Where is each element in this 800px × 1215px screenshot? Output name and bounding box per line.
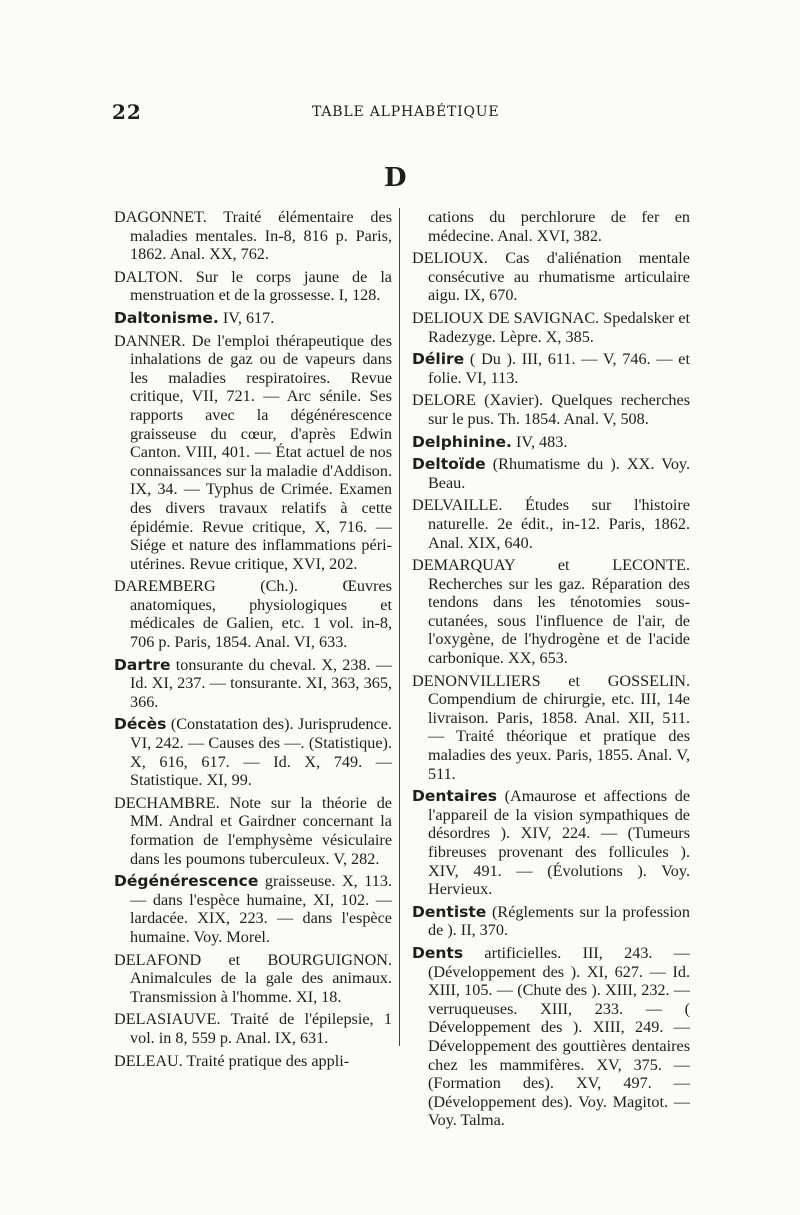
section-letter: D: [384, 163, 407, 193]
entry-heading: Deltoïde: [412, 455, 486, 474]
entry-text: (Constatation des). Jurisprudence. VI, 242. — Causes des —. (Statistique). X, 616, 617. — Id. X, 749. — Statistique. XI, 99.: [130, 715, 392, 790]
entry-heading: DALTON.: [114, 267, 183, 286]
index-entry: [114, 1010, 392, 1047]
column-divider: [399, 208, 400, 1046]
index-entry: [412, 208, 690, 245]
index-entry: [114, 1052, 392, 1071]
entry-text: Traité élémentaire des maladies mentales. In-8, 816 p. Paris, 1862. Anal. XX, 762.: [130, 208, 392, 264]
entry-heading: Delphinine.: [412, 432, 512, 451]
index-entry: [412, 672, 690, 784]
entry-heading: Dartre: [114, 655, 171, 674]
entry-text: ( Du ). III, 611. — V, 746. — et folie. VI, 113.: [428, 350, 690, 387]
index-entry: [114, 794, 392, 868]
index-entry: [114, 208, 392, 264]
entry-heading: Dentiste: [412, 902, 487, 921]
entry-heading: DECHAMBRE.: [114, 793, 220, 812]
entry-text: Cas d'aliénation mentale consécutive au rhumatisme articulaire aigu. IX, 670.: [428, 249, 690, 305]
entry-text: et GOSSELIN. Compendium de chirurgie, etc. III, 14e livraison. Paris, 1858. Anal. XII, 511. — Traité théorique et pratique des maladies des yeux. Paris, 1855. Anal. V, 511.: [428, 671, 690, 783]
index-entry: [114, 951, 392, 1007]
page-header: [112, 100, 704, 126]
entry-heading: Daltonisme.: [114, 308, 219, 327]
index-entry: [412, 944, 690, 1130]
index-entry: [412, 455, 690, 492]
entry-text: (Rhumatisme du ). XX. Voy. Beau.: [428, 455, 690, 492]
entry-heading: DEMARQUAY: [412, 556, 516, 575]
entry-heading: DELORE: [412, 391, 476, 410]
right-column: [412, 208, 690, 1134]
entry-heading: Dégénérescence: [114, 872, 259, 891]
entry-text: artificielles. III, 243. — (Développement des ). XI, 627. — Id. XIII, 105. — (Chute des ). XIII, 232. — verruqueuses. XIII, 233. — ( Développement des ). XIII, 249. — Développement des gouttières dentaires chez les mammifères. XV, 375. — (Formation des). XV, 497. — (Développement des). Voy. Magitot. — Voy. Talma.: [428, 943, 690, 1130]
entry-heading: DANNER.: [114, 331, 186, 350]
entry-text: De l'emploi thérapeutique des inhalations de gaz ou de vapeurs dans les maladies respiratoires. Revue critique, VII, 721. — Arc sénile. Ses rapports avec la dégénérescence graisseuse du cœur, d'après Edwin Canton. VIII, 401. — État actuel de nos connaissances sur la maladie d'Addison. IX, 34. — Typhus de Crimée. Examen des divers travaux relatifs à cette épidémie. Revue critique, X, 716. — Siége et nature des inflammations péri-utérines. Revue critique, XVI, 202.: [130, 331, 392, 573]
entry-heading: Dentaires: [412, 787, 497, 806]
entry-text: IV, 483.: [511, 432, 568, 451]
entry-heading: DENONVILLIERS: [412, 671, 541, 690]
index-entry: [412, 309, 690, 346]
entry-heading: DELIOUX.: [412, 249, 488, 268]
index-entry: [412, 903, 690, 940]
entry-heading: DELVAILLE.: [412, 496, 503, 515]
entry-heading: Délire: [412, 350, 465, 369]
page-number: 22: [112, 100, 142, 124]
index-entry: [114, 268, 392, 305]
index-entry: [412, 787, 690, 899]
entry-text: tonsurante du cheval. X, 238. — Id. XI, 237. — tonsurante. XI, 363, 365, 366.: [130, 655, 392, 711]
entry-text: Spedalsker et Radezyge. Lèpre. X, 385.: [428, 308, 691, 346]
index-entry: [412, 433, 690, 452]
entry-text: cations du perchlorure de fer en médecine. Anal. XVI, 382.: [428, 208, 690, 245]
entry-text: et LECONTE. Recherches sur les gaz. Réparation des tendons dans les ténotomies sous-cutanées, sous l'influence de l'air, de l'oxygène, de l'hydrogène et de l'acide carbonique. XX, 653.: [428, 556, 690, 668]
entry-text: Note sur la théorie de MM. Andral et Gairdner concernant la formation de l'emphysème vésiculaire dans les poumons tuberculeux. V, 282.: [130, 793, 392, 868]
entry-text: graisseuse. X, 113. — dans l'espèce humaine, XI, 102. — lardacée. XIX, 223. — dans l'espèce humaine. Voy. Morel.: [130, 872, 392, 946]
entry-text: Traité pratique des appli-: [182, 1051, 350, 1070]
entry-heading: DELEAU.: [114, 1051, 183, 1070]
entry-text: (Réglements sur la profession de ). II, 370.: [428, 902, 690, 940]
index-entry: [114, 872, 392, 946]
entry-heading: DELIOUX DE SAVIGNAC.: [412, 308, 600, 327]
entry-text: et BOURGUIGNON. Animalcules de la gale des animaux. Transmission à l'homme. XI, 18.: [130, 950, 392, 1006]
entry-text: (Amaurose et affections de l'appareil de la vision sympathiques de désordres ). XIV, 224. — (Tumeurs fibreuses provenant des follicules ). XIV, 491. — (Évolutions ). Voy. Hervieux.: [428, 787, 690, 899]
index-entry: [412, 249, 690, 305]
index-entry: [114, 656, 392, 712]
index-entry: [412, 350, 690, 387]
entry-heading: DAREMBERG: [114, 577, 216, 596]
entry-heading: Dents: [412, 943, 464, 962]
index-entry: [114, 309, 392, 328]
running-title: TABLE ALPHABÉTIQUE: [312, 104, 500, 120]
index-entry: [114, 715, 392, 789]
entry-text: Traité de l'épilepsie, 1 vol. in 8, 559 p. Anal. IX, 631.: [130, 1010, 392, 1047]
entry-text: IV, 617.: [218, 308, 275, 327]
index-entry: [412, 496, 690, 552]
entry-heading: DELASIAUVE.: [114, 1010, 221, 1029]
left-column: [114, 208, 392, 1074]
entry-text: Études sur l'histoire naturelle. 2e édit., in-12. Paris, 1862. Anal. XIX, 640.: [428, 496, 690, 552]
entry-text: (Ch.). Œuvres anatomiques, physiologiques et médicales de Galien, etc. 1 vol. in-8, 706 p. Paris, 1854. Anal. VI, 633.: [130, 577, 392, 652]
entry-text: Sur le corps jaune de la menstruation et de la grossesse. I, 128.: [130, 267, 392, 305]
index-entry: [412, 556, 690, 668]
entry-text: (Xavier). Quelques recherches sur le pus. Th. 1854. Anal. V, 508.: [428, 391, 690, 428]
entry-heading: DAGONNET.: [114, 208, 207, 226]
index-entry: [412, 391, 690, 428]
entry-heading: Décès: [114, 715, 167, 734]
index-entry: [114, 577, 392, 651]
index-entry: [114, 332, 392, 574]
entry-heading: DELAFOND: [114, 950, 202, 969]
